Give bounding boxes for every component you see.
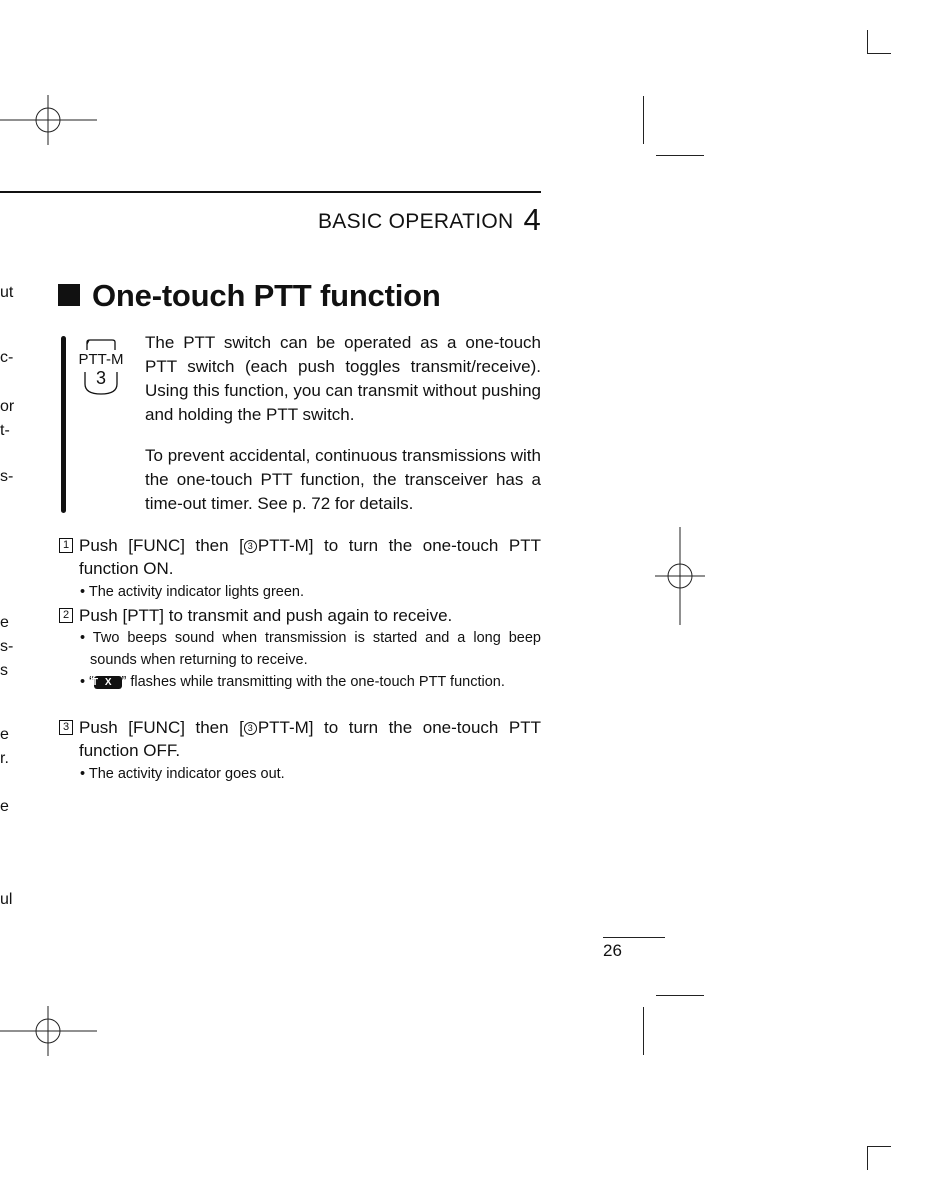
bullet-text-part: ” flashes while transmitting with the one-touch PTT function. bbox=[121, 674, 505, 690]
left-page-fragment: s- bbox=[0, 638, 14, 655]
circled-number-icon: 3 bbox=[244, 540, 257, 553]
crop-mark bbox=[867, 53, 891, 54]
page-number: 26 bbox=[603, 941, 622, 960]
step-text-part: Push [FUNC] then [ bbox=[79, 536, 244, 555]
page-title bbox=[58, 278, 441, 314]
left-page-fragment: t- bbox=[0, 422, 10, 439]
crop-mark bbox=[867, 30, 868, 54]
left-page-fragment: s- bbox=[0, 468, 14, 485]
crop-mark bbox=[867, 1146, 891, 1147]
intro-paragraph: The PTT switch can be operated as a one-touch PTT switch (each push toggles transmit/receive). Using this function, you can transmit without pushing and holding the PTT switch. bbox=[145, 333, 541, 424]
square-bullet-icon bbox=[58, 284, 80, 306]
crop-mark bbox=[656, 155, 704, 156]
page-number-rule bbox=[603, 937, 665, 938]
bullet-text: • Two beeps sound when transmission is started and a long beep sounds when returning to receive. bbox=[80, 630, 541, 668]
step-text-part: Push [FUNC] then [ bbox=[79, 718, 244, 737]
left-page-fragment: or bbox=[0, 398, 15, 415]
tx-indicator-badge: T X bbox=[94, 676, 122, 689]
left-page-fragment: ul bbox=[0, 891, 13, 908]
header-rule bbox=[0, 191, 541, 193]
registration-mark-icon bbox=[0, 95, 100, 145]
bullet-item bbox=[80, 763, 541, 785]
chapter-number: 4 bbox=[523, 202, 541, 237]
left-page-fragment: e bbox=[0, 726, 9, 743]
bullet-text-part: • “ bbox=[80, 674, 94, 690]
bullet-item bbox=[80, 671, 541, 693]
registration-mark-icon bbox=[655, 527, 705, 625]
crop-mark bbox=[656, 995, 704, 996]
crop-mark bbox=[643, 1007, 644, 1055]
step-2 bbox=[58, 604, 541, 627]
step-text-part: PTT-M] to turn the one-touch PTT function ON. bbox=[79, 536, 541, 578]
step-text bbox=[79, 716, 541, 762]
left-page-fragment: ut bbox=[0, 284, 14, 301]
bullet-text: • The activity indicator lights green. bbox=[80, 584, 305, 600]
key-label-top: PTT-M bbox=[78, 351, 124, 368]
left-page-fragment: e bbox=[0, 798, 9, 815]
left-page-fragment: r. bbox=[0, 750, 9, 767]
sidebar-bar bbox=[61, 336, 66, 513]
registration-mark-icon bbox=[0, 1006, 100, 1056]
step-number: 3 bbox=[59, 720, 73, 735]
step-text: Push [PTT] to transmit and push again to receive. bbox=[79, 606, 453, 625]
bullet-text bbox=[80, 671, 541, 693]
step-text-part: PTT-M] to turn the one-touch PTT function OFF. bbox=[79, 718, 541, 760]
step-1 bbox=[58, 534, 541, 580]
step-text bbox=[79, 534, 541, 580]
ptt-m-key-icon bbox=[74, 336, 128, 398]
circled-number-icon: 3 bbox=[244, 722, 257, 735]
bullet-text: • The activity indicator goes out. bbox=[80, 766, 285, 782]
left-page-fragment: e bbox=[0, 614, 9, 631]
page-title-text: One-touch PTT function bbox=[92, 278, 441, 313]
left-page-fragment: s bbox=[0, 662, 8, 679]
crop-mark bbox=[643, 96, 644, 144]
step-number: 1 bbox=[59, 538, 73, 553]
timer-paragraph: To prevent accidental, continuous transmissions with the one-touch PTT function, the transceiver has a time-out timer. See p. 72 for details. bbox=[145, 446, 541, 513]
key-label-num: 3 bbox=[95, 368, 106, 388]
step-number: 2 bbox=[59, 608, 73, 623]
section-header bbox=[318, 200, 541, 236]
crop-mark bbox=[867, 1146, 868, 1170]
section-title: BASIC OPERATION bbox=[317, 210, 514, 233]
bullet-item bbox=[80, 581, 541, 603]
bullet-item bbox=[80, 627, 541, 671]
step-3 bbox=[58, 716, 541, 762]
left-page-fragment: c- bbox=[0, 349, 14, 366]
